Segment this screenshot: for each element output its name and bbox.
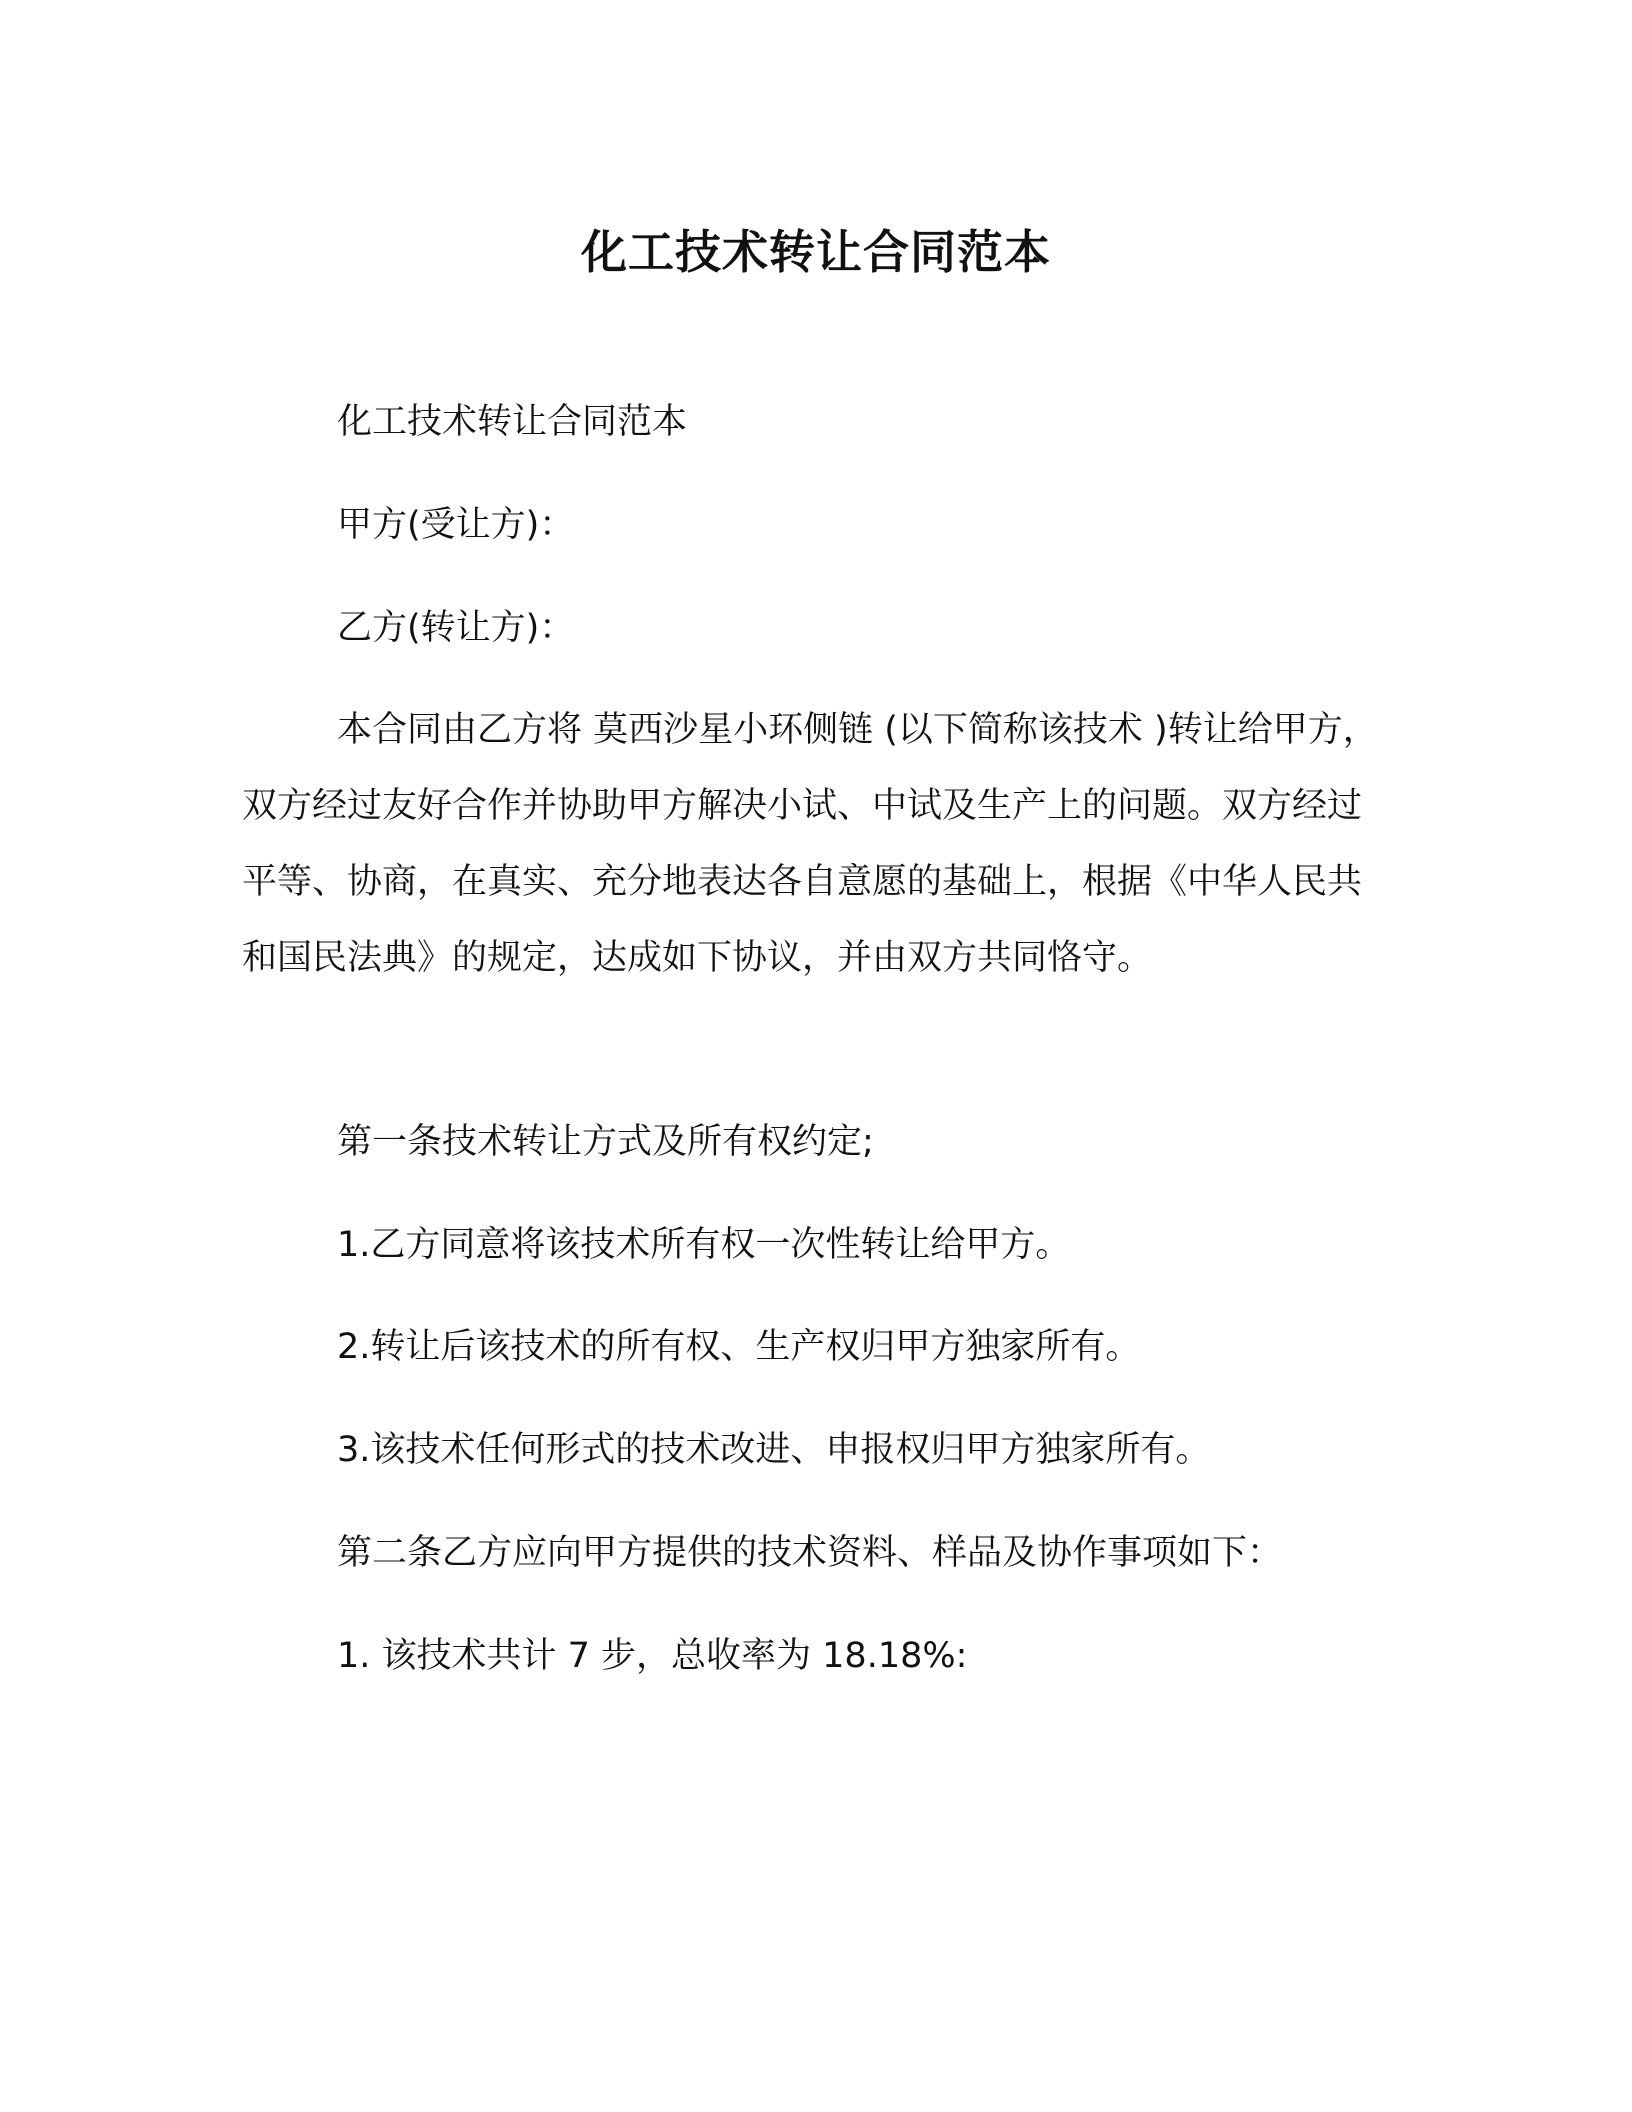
preamble-paragraph — [242, 692, 1390, 996]
party-a-line: 甲方(受让方)： — [337, 505, 575, 545]
document-subtitle: 化工技术转让合同范本 — [337, 402, 688, 442]
article1-item-3: 3.该技术任何形式的技术改进、申报权归甲方独家所有。 — [337, 1430, 1211, 1470]
article2-item-1: 1. 该技术共计 7 步，总收率为 18.18%: — [337, 1636, 968, 1676]
article1-item-1: 1.乙方同意将该技术所有权一次性转让给甲方。 — [337, 1225, 1071, 1265]
preamble-text: 本合同由乙方将 莫西沙星小环侧链 (以下简称该技术 )转让给甲方，双方经过友好合作并协助甲方解决小试、中试及生产上的问题。双方经过平等、协商，在真实、充分地表达各自意愿的基础上，根据《中华人民共和国民法典》的规定，达成如下协议，并由双方共同恪守。 — [242, 710, 1378, 978]
party-b-line: 乙方(转让方)： — [337, 608, 575, 648]
document-title: 化工技术转让合同范本 — [581, 225, 1051, 279]
article2-title: 第二条乙方应向甲方提供的技术资料、样品及协作事项如下： — [337, 1533, 1283, 1573]
article1-item-2: 2.转让后该技术的所有权、生产权归甲方独家所有。 — [337, 1327, 1141, 1367]
article1-title: 第一条技术转让方式及所有权约定; — [337, 1122, 874, 1162]
